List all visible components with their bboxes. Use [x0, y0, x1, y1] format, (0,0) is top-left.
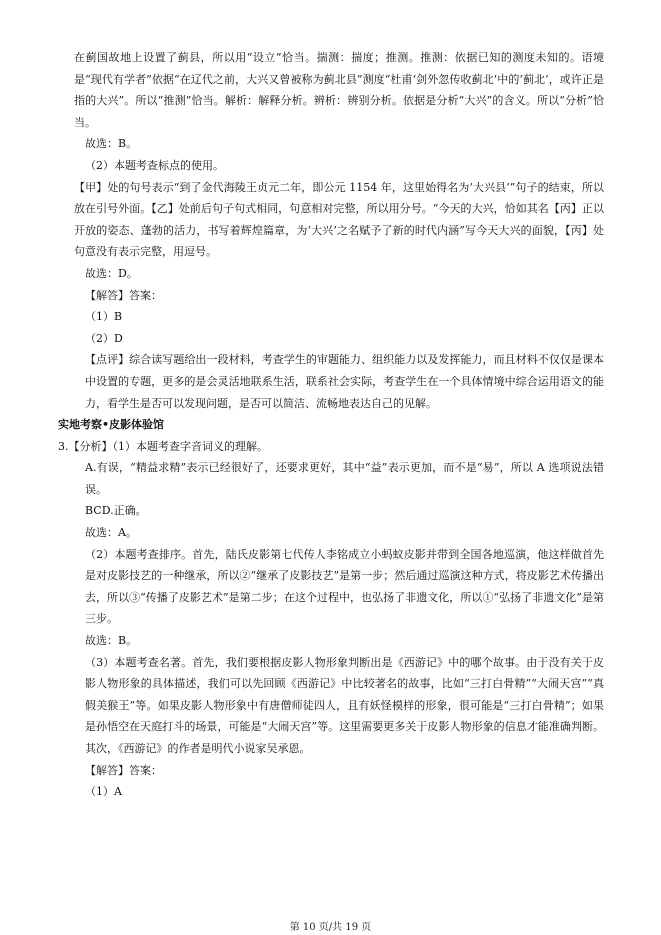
option-a-analysis: A.有误，“精益求精”表示已经很好了，还要求更好，其中“益”表示更加，而不是“易”，所以 A 选项说法错误。	[85, 461, 604, 496]
answer-choice-3: 故选：A。	[85, 526, 137, 540]
ordering-analysis: （2）本题考查排序。首先，陆氏皮影第七代传人李铭成立小蚂蚁皮影并带到全国各地巡演，他这样做首先是对皮影技艺的一种继承，所以②“继承了皮影技艺”是第一步；然后通过巡演这种方式，将皮影艺术传播出去，所以③“传播了皮影艺术”是第二步；在这个过程中，也弘扬了非遗文化，所以①“弘扬了非遗文化”是第三步。	[85, 547, 604, 626]
section-heading: 实地考察•皮影体验馆	[58, 418, 165, 432]
question-3-analysis: 3.【分析】（1）本题考查字音词义的理解。	[58, 439, 268, 453]
question-2-intro: （2）本题考查标点的使用。	[85, 158, 224, 172]
option-bcd: BCD.正确。	[85, 504, 147, 518]
page-number: 第 10 页/共 19 页	[289, 922, 372, 933]
answer-label-1: 【解答】答案：	[85, 288, 162, 302]
paragraph-analysis-1: 在蓟国故地上设置了蓟县，所以用“设立”恰当。揣测：揣度；推测。推测：依据已知的测度未知的。语境是“现代有学者”依据“在辽代之前，大兴又曾被称为蓟北县”测度“杜甫‘剑外忽传收蓟北’中的‘蓟北’，或许正是指的大兴”。所以“推测”恰当。解析：解释分析。辨析：辨别分析。依据是分析“大兴”的含义。所以“分析”恰当。	[74, 51, 604, 129]
answer-choice-2: 故选：D。	[85, 266, 138, 280]
page-body	[58, 47, 604, 803]
answer-item-1: （1）B	[85, 310, 123, 324]
answer-choice-1: 故选：B。	[85, 137, 138, 151]
answer-item-2: （2）D	[85, 331, 123, 345]
answer-choice-4: 故选：B。	[85, 634, 138, 648]
comment-paragraph: 【点评】综合读写题给出一段材料，考查学生的审题能力、组织能力以及发挥能力，而且材料不仅仅是课本中设置的专题，更多的是会灵活地联系生活，联系社会实际，考查学生在一个具体情境中综合运用语文的能力，看学生是否可以发现问题，是否可以简洁、流畅地表达自己的见解。	[85, 353, 604, 410]
answer-item-3: （1）A	[85, 785, 122, 799]
classic-novel-analysis: （3）本题考查名著。首先，我们要根据皮影人物形象判断出是《西游记》中的哪个故事。由于没有关于皮影人物形象的具体描述，我们可以先回顾《西游记》中比较著名的故事，比如“三打白骨精”“大闹天宫”“真假美猴王”等。如果皮影人物形象中有唐僧师徒四人，且有妖怪模样的形象，很可能是“三打白骨精”；如果是孙悟空在天庭打斗的场景，可能是“大闹天宫”等。这里需要更多关于皮影人物形象的信息才能准确判断。其次，《西游记》的作者是明代小说家吴承恩。	[85, 655, 604, 755]
answer-label-2: 【解答】答案：	[85, 763, 162, 777]
paragraph-punctuation-analysis: 【甲】处的句号表示“到了金代海陵王贞元二年，即公元 1154 年，这里始得名为‘大兴县’”句子的结束，所以放在引号外面。【乙】处前后句子句式相同，句意相对完整，所以用分号。“今天的大兴，恰如其名【丙】正以开放的姿态、蓬勃的活力，书写着辉煌篇章，为‘大兴’之名赋予了新的时代内涵”写今天大兴的面貌，【丙】处句意没有表示完整，用逗号。	[74, 180, 604, 259]
